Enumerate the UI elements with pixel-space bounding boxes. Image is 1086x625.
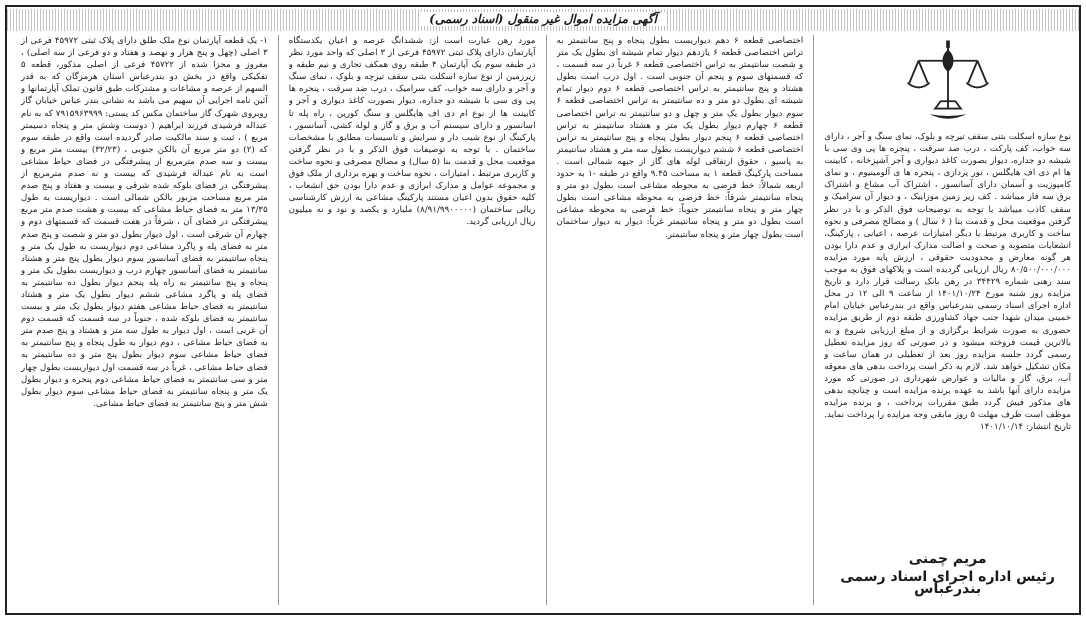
text-column-3 [557,35,804,605]
signer-name: مریم چمنی [908,550,987,567]
notice-title: آگهی مزایده اموال غیر منقول (اسناد رسمی) [419,12,667,26]
notice-header [7,7,1079,31]
text-column-1 [15,35,268,605]
column-2-text: مورد رهن عبارت است از: ششدانگ عرصه و اعیان یکدستگاه آپارتمان دارای پلاک ثبتی ۴۵۹۷۲ فرعی از ۳ اصلی که واحد مورد نظر در طبقه سوم یک آپارتمان ۴ طبقه روی همکف تجاری و نیم طبقه و زیرزمین از نوع سازه اسکلت بتنی سقف تیرچه و بلوک ، نمای سنگ و آجر و دارای سه خواب، کف سرامیک ، درب ضد سرقت ، پنجره ها پی وی سی با شیشه دو جداره، دیوار بصورت کاغذ دیواری و آجر و کابینت ها از نوع ام دی اف هایگلس و سنگ کورین ، راه پله تا اسانسور و دارای سیستم آب و برق و گاز و لوله کشی، آسانسور ، پارکینگ از نوع شیب دار و سرایش و تاسیسات مطابق با مشخصات ساختمان . با توجه به توصیفات فوق الذکر و با در نظر گرفتن موقعیت محل و قدمت بنا (۵ سال) و مصالح مصرفی و نحوه ساخت و کاربری مرتبط ، امتیازات ، نحوه ساخت و بهره برداری از ملک فوق و مجموعه عوامل و مدارک ابرازی و عدم دارا بودن حق انشعاب ، کلیه حقوق بدون اعیان مستند پارکینگ مشاعی به ارزش کارشناسی ریالی ساختمان (۸/۹۱/۹۹۰۰۰۰۰) ملیارد و یکصد و نود و نه میلیون ریال ارزیابی گردید. [288,36,536,228]
notice-page [5,5,1081,615]
column-1-text: ۱- یک قطعه آپارتمان نوع ملک طلق دارای پلاک ثبتی ۴۵۹۷۲ فرعی از ۳ اصلی (چهل و پنج هزار و نهصد و هفتاد و دو فرعی از سه اصلی) ، مفروز و مجزا شده از ۴۵۷۲۲ فرعی از اصلی مذکور، قطعه ۵ تفکیکی واقع در بخش دو بندرعباس استان هرمزگان که به قدر السهم از عرصه و مشاعات و مشترکات طبق قانون تملک آپارتمانها و آئین نامه اجرایی آن سهیم می باشد به نشانی بندر عباس خیابان گاز روبروی شهرک گاز ساختمان مکس کد پستی: ۷۹۱۵۹۶۳۹۹۹ که به نام عبداله فرشیدی فرزند ابراهیم ( دوست وشش متر و پنجاه دسیمتر مربع ) ، ثبت و سند مالکیت صادر گردیده است واقع در طبقه سوم که (۲) دو متر مربع آن بالکن جنوبی ، (۳۲/۲۳) بیست متر مربع و بیست و سه صدم مترمربع از پیشرفتگی در فضای حیاط مشاعی است به نام عبداله فرشیدی که بیست و نه صدم مترمربع از پیشرفتگی در فضای بلوکه شده شرقی و بیست و هفتاد و پنج صدم متر مربع مساحت مزبور بالکن شمالی است . دیواریست به طول ۱۳/۳۵ متر به فضای حیاط مشاعی که بیست و هشت صدم متر مربع پیشرفتگی در فضای آن ، شرقاً در هفت قسمت که قسمتهای دوم و چهارم آن شرقی است ، اول دیوار بطول دو متر و شصت و پنج صدم متر به فضای پله و پاگرد مشاعی دوم دیواریست به طول یک متر و پنجاه سانتیمتر به فضای آسانسور سوم دیوار بطول پنج متر و هشتاد سانتیمتر به فضای آسانسور چهارم درب و دیواریست بطول یک متر و پنجاه و پنج سانتیمتر به راه پله پنجم دیوار بطول ده سانتیمتر به فضای پله و پاگرد مشاعی ششم دیوار بطول یک متر و هشتاد سانتیمتر به فضای حیاط مشاعی هفتم دیوار بطول یک متر و بیست سانتیمتر به فضای بلوکه شده ، جنوباً در سه قسمت که قسمت دوم آن غربی است ، اول دیوار به طول سه متر و هشتاد و پنج صدم متر به فضای حیاط مشاعی ، دوم دیوار به طول پنجاه و پنج سانتیمتر به فضای حیاط مشاعی سوم دیوار بطول پنج متر و ده سانتیمتر به فضای حیاط مشاعی ، غرباً در سه قسمت اول دیواریست بطول چهار متر و سی سانتیمتر به فضای حیاط مشاعی دوم پنجره و دیوار بطول یک متر و پنجاه سانتیمتر به فضای حیاط مشاعی سوم دیوار بطول شش متر و پنج سانتیمتر به فضای حیاط مشاعی. [21,36,268,409]
text-column-2 [289,35,536,605]
column-divider [813,35,814,605]
column-4-text: نوع سازه اسکلت بتنی سقف تیرچه و بلوک، نمای سنگ و آجر ، دارای سه خواب، کف پارکت ، درب ضد سرقت ، پنجره ها پی وی سی با شیشه دو جداره، دیوار بصورت کاغذ دیواری و آجر آشپزخانه ، کابینت ها ام دی اف هایگلس ، نور پردازی ، پنجره ها ی آلومینیوم ، و نمای کامپوزیت و آسمان دارای آسانسور ، اشتراک آب مشاع و اشتراک برق سه فاز میباشد . کف زیر زمین موزاییک ، و دیوار آن سرامیک و سقف کاذب میباشد با توجه به توضیحات فوق الذکر و با در نظر گرفتن موقعیت محل و قدمت بنا ( ۶ سال ) و مصالح مصرفی و نحوه ساخت و کاربری مرتبط با دیگر امتیازات عرصه ، اعیانی ، پارکینگ، انشعابات متصوبه و صحت و اصالت مدارک ابرازی و عدم دارا بودن هر گونه معارض و محدودیت حقوقی ، ارزش پایه مورد مزایده ۸۰/۵۰۰/۰۰۰/۰۰۰ ریال ارزیابی گردیده است و پلاکهای فوق به موجب سند رهنی شماره ۳۴۴۲۹ در رهن بانک رسالت قرار دارد و تاریخ مزایده روز شنبه مورخ ۱۴۰۱/۱۰/۲۴ از ساعت ۹ الی ۱۲ در محل اداره اجرای اسناد رسمی بندرعباس واقع در بندرعباس خیابان امام خمینی میدان شهدا جنب جهاد کشاورزی طبقه دوم از طریق مزایده حضوری به صورت شرایط برگزاری و از مبلغ ارزیابی شروع و به بالاترین قیمت فروخته میشود و در صورتی که روز مزایده تعطیل رسمی گردد جلسه مزایده روز بعد از تعطیلی در همان ساعت و مکان تشکیل خواهد شد. لازم به ذکر است پرداخت بدهی های معوقه آب، برق، گاز و مالیات و عوارض شهرداری در صورتی که مورد مزایده دارای آنها باشد به عهده برنده مزایده است و چنانچه بدهی های مذکور فیش گردد طبق مقررات پرداخت ، و برنده مزایده موظف است ظرف مهلت ۵ روز مابقی وجه مزایده را پرداخت نماید. تاریخ انتشار: ۱۴۰۱/۱۰/۱۴ [824,132,1071,433]
signature-block [824,550,1071,597]
column-3-text: اختصاصی قطعه ۶ دهم دیواریست بطول پنجاه و پنج سانتیمتر به تراس اختصاصی قطعه ۶ یازدهم دیوار تمام شیشه ای بطول یک متر و شصت سانتیمتر به تراس اختصاصی قطعه ۶ غرباً در سه قسمت ، که قسمتهای سوم و پنجم آن جنوبی است . اول درب است بطول هشتاد و پنج سانتیمتر به تراس اختصاصی قطعه ۶ دوم دیوار تمام شیشه ای بطول دو متر و ده سانتیمتر به تراس اختصاصی قطعه ۶ سوم دیوار بطول یک متر و چهل و دو سانتیمتر به تراس اختصاصی قطعه ۶ چهارم دیوار بطول یک متر و هشتاد سانتیمتر به تراس اختصاصی قطعه ۶ پنجم دیوار بطول پنجاه و پنج سانتیمتر به تراس اختصاصی قطعه ۶ ششم دیواریست بطول سه متر و هشتاد سانتیمتر به پاسیو ، حقوق ارتفاقی لوله های گاز از جبهه شمالی است . مساحت پارکینگ قطعه ۱ به مساحت ۹.۴۵ واقع در طبقه -۱ به حدود اربعه شمالاً: خط فرضی به محوطه مشاعی است بطول دو متر و پنجاه سانتیمتر شرقاً: خط فرضی به محوطه مشاعی است بطول چهار متر و پنجاه سانتیمتر جنوباً: خط فرضی به محوطه مشاعی است بطول دو متر و پنجاه سانتیمتر غرباً: دیوار به دیوار ساختمان است بطول چهار متر و پنجاه سانتیمتر. [556,36,804,240]
judiciary-emblem-icon [902,35,994,127]
column-divider [278,35,279,605]
text-column-4 [824,35,1071,605]
notice-columns [15,35,1071,605]
signer-role: رئیس اداره اجرای اسناد رسمی بندرعباس [840,568,1055,597]
column-divider [546,35,547,605]
column-4-body [824,131,1071,541]
